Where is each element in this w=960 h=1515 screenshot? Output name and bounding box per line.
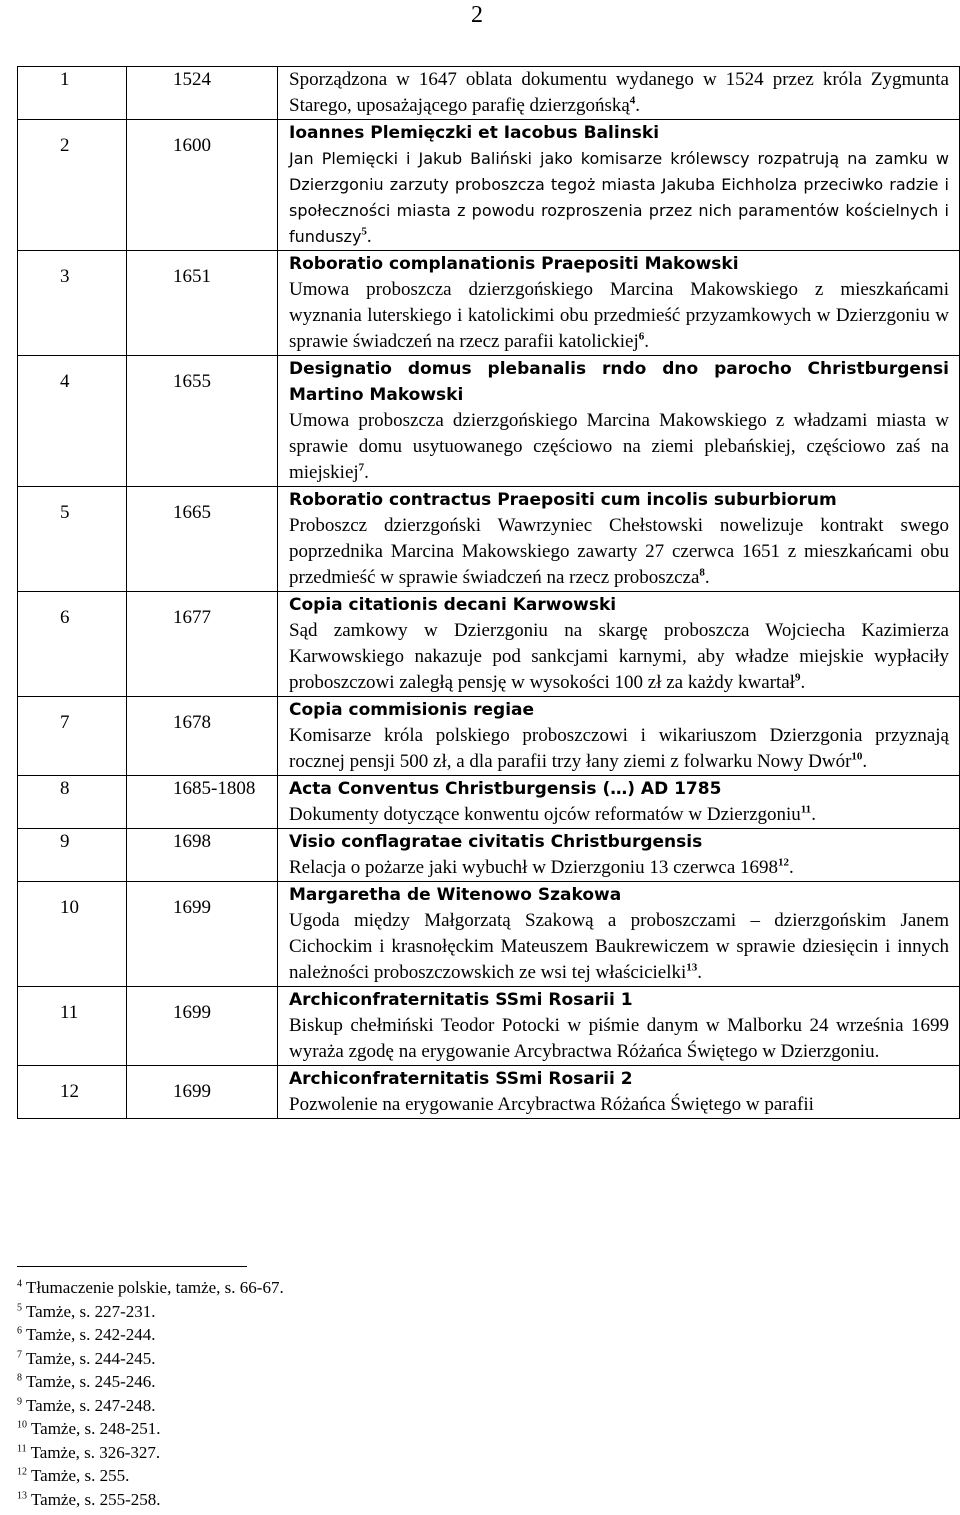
row-text: Relacja o pożarze jaki wybuchł w Dzierzgoniu 13 czerwca 1698	[289, 857, 779, 878]
footnote-text: Tłumaczenie polskie, tamże, s. 66-67.	[25, 1278, 284, 1297]
row-year: 1600	[127, 120, 278, 251]
row-text: Proboszcz dzierzgoński Wawrzyniec Chełstowski nowelizuje kontrakt swego poprzednika Marcina Makowskiego zawarty 27 czerwca 1651 z mieszkańcami obu przedmieść w sprawie świadczeń na rzecz proboszcza	[289, 515, 949, 588]
footnote-text: Tamże, s. 227-231.	[25, 1301, 156, 1321]
row-text-end: .	[789, 857, 794, 878]
row-text-end: .	[364, 462, 369, 483]
row-number: 3	[18, 251, 127, 356]
row-title: Acta Conventus Christburgensis (…) AD 1785	[289, 779, 722, 799]
footnote-text: Tamże, s. 326-327.	[30, 1442, 161, 1462]
row-text-end: .	[697, 962, 703, 983]
row-year: 1678	[127, 697, 278, 776]
row-title: Margaretha de Witenowo Szakowa	[289, 885, 622, 905]
row-number: 9	[18, 829, 127, 882]
footnote-number: 13	[17, 1489, 27, 1501]
footnote-ref: 13	[686, 961, 698, 974]
row-title: Archiconfraternitatis SSmi Rosarii 2	[289, 1069, 633, 1089]
footnote-ref: 4	[629, 94, 636, 107]
row-year: 1524	[127, 67, 278, 120]
row-number: 2	[18, 120, 127, 251]
row-number: 11	[18, 987, 127, 1066]
footnote	[17, 1276, 284, 1300]
footnote-text: Tamże, s. 255.	[30, 1466, 130, 1485]
row-description	[278, 776, 960, 829]
row-description	[278, 67, 960, 120]
row-title: Designatio domus plebanalis rndo dno parocho Christburgensi Martino Makowski	[289, 359, 949, 405]
row-description	[278, 356, 960, 487]
row-description	[278, 1066, 960, 1119]
footnote	[17, 1370, 284, 1394]
footnote	[17, 1488, 284, 1512]
row-year: 1655	[127, 356, 278, 487]
footnote-number: 6	[17, 1325, 22, 1337]
footnote-ref: 6	[638, 330, 645, 343]
footnote	[17, 1300, 284, 1324]
row-title: Copia citationis decani Karwowski	[289, 595, 617, 615]
page-number: 2	[471, 2, 483, 28]
footnote	[17, 1394, 284, 1418]
row-number: 10	[18, 882, 127, 987]
table-row	[18, 697, 960, 776]
row-year: 1699	[127, 1066, 278, 1119]
table-row	[18, 67, 960, 120]
footnote-text: Tamże, s. 255-258.	[30, 1489, 161, 1509]
table-row	[18, 1066, 960, 1119]
row-number: 6	[18, 592, 127, 697]
row-description	[278, 487, 960, 592]
footnote-ref: 7	[358, 461, 365, 474]
row-text: Pozwolenie na erygowanie Arcybractwa Różańca Świętego w parafii	[289, 1094, 814, 1115]
footnote-ref: 11	[800, 803, 812, 816]
table-row	[18, 356, 960, 487]
footnote-number: 7	[17, 1348, 22, 1360]
row-description	[278, 697, 960, 776]
row-text-end: .	[800, 672, 806, 693]
row-number: 12	[18, 1066, 127, 1119]
footnote-number: 11	[17, 1442, 27, 1454]
footnote-text: Tamże, s. 242-244.	[25, 1325, 156, 1344]
row-title: Copia commisionis regiae	[289, 700, 535, 720]
row-text: Umowa proboszcza dzierzgońskiego Marcina Makowskiego z władzami miasta w sprawie domu usytuowanego częściowo na ziemi plebańskiej, częściowo zaś na miejskiej	[289, 410, 949, 483]
footnote-text: Tamże, s. 244-245.	[25, 1348, 156, 1368]
footnote	[17, 1347, 284, 1371]
row-text-end: .	[862, 751, 868, 772]
row-description	[278, 251, 960, 356]
table-row	[18, 829, 960, 882]
footnote	[17, 1417, 284, 1441]
row-year: 1651	[127, 251, 278, 356]
table-row	[18, 120, 960, 251]
footnote-number: 9	[17, 1395, 22, 1407]
row-year: 1699	[127, 882, 278, 987]
footnote-text: Tamże, s. 245-246.	[25, 1372, 156, 1391]
row-text: Sąd zamkowy w Dzierzgoniu na skargę proboszcza Wojciecha Kazimierza Karwowskiego nakazuje pod sankcjami karnymi, aby władze miejskie wypłaciły proboszczowi zaległą pensję w wysokości 100 zł za każdy kwartał	[289, 620, 949, 693]
row-year: 1685-1808	[127, 776, 278, 829]
row-description	[278, 987, 960, 1066]
row-text: Jan Plemięcki i Jakub Baliński jako komisarze królewscy rozpatrują na zamku w Dzierzgoniu zarzuty proboszcza tegoż miasta Jakuba Eichholza przeciwko radzie i społeczności miasta z powodu rozproszenia przez nich paramentów kościelnych i funduszy	[289, 149, 949, 246]
footnote-number: 10	[17, 1419, 27, 1431]
row-year: 1698	[127, 829, 278, 882]
row-text: Sporządzona w 1647 oblata dokumentu wydanego w 1524 przez króla Zygmunta Starego, uposażającego parafię dzierzgońską	[289, 69, 949, 116]
footnotes	[17, 1276, 284, 1511]
row-number: 4	[18, 356, 127, 487]
row-text-end: .	[704, 567, 710, 588]
row-number: 7	[18, 697, 127, 776]
row-text: Biskup chełmiński Teodor Potocki w piśmie danym w Malborku 24 września 1699 wyraża zgodę na erygowanie Arcybractwa Różańca Świętego w Dzierzgoniu.	[289, 1015, 949, 1062]
table-row	[18, 987, 960, 1066]
table-row	[18, 487, 960, 592]
row-text: Ugoda między Małgorzatą Szakową a proboszczami – dzierzgońskim Janem Cichockim i krasnołęckim Mateuszem Baukrewiczem w sprawie dziesięcin i innych należności proboszczowskich ze wsi tej właścicielki	[289, 910, 949, 983]
footnote-ref: 9	[794, 671, 801, 684]
row-text-end: .	[644, 331, 649, 352]
document-registry-table	[17, 66, 960, 1119]
row-text: Komisarze króla polskiego proboszczowi i wikariuszom Dzierzgonia przyznają rocznej pensji 500 zł, a dla parafii trzy łany ziemi z folwarku Nowy Dwór	[289, 725, 949, 772]
row-title: Roboratio complanationis Praepositi Makowski	[289, 254, 739, 274]
row-text: Dokumenty dotyczące konwentu ojców reformatów w Dzierzgoniu	[289, 804, 801, 825]
footnote	[17, 1323, 284, 1347]
footnote-number: 12	[17, 1466, 27, 1478]
row-description	[278, 882, 960, 987]
footnote-ref: 10	[851, 750, 863, 763]
row-title: Ioannes Plemięczki et Iacobus Balinski	[289, 123, 660, 143]
footnote	[17, 1441, 284, 1465]
row-year: 1665	[127, 487, 278, 592]
footnote-text: Tamże, s. 247-248.	[25, 1395, 156, 1415]
footnote-text: Tamże, s. 248-251.	[30, 1419, 161, 1438]
table-row	[18, 882, 960, 987]
row-text-end: .	[366, 226, 372, 247]
row-number: 8	[18, 776, 127, 829]
row-number: 5	[18, 487, 127, 592]
footnote-separator	[17, 1266, 247, 1267]
footnote-number: 4	[17, 1278, 22, 1290]
table-row	[18, 776, 960, 829]
row-description	[278, 592, 960, 697]
footnote-number: 5	[17, 1301, 22, 1313]
row-text-end: .	[635, 95, 641, 116]
row-year: 1677	[127, 592, 278, 697]
row-title: Archiconfraternitatis SSmi Rosarii 1	[289, 990, 633, 1010]
footnote-number: 8	[17, 1372, 22, 1384]
row-year: 1699	[127, 987, 278, 1066]
footnote	[17, 1464, 284, 1488]
row-text-end: .	[811, 804, 816, 825]
footnote-ref: 5	[361, 225, 367, 238]
row-title: Roboratio contractus Praepositi cum incolis suburbiorum	[289, 490, 837, 510]
table-row	[18, 251, 960, 356]
table-row	[18, 592, 960, 697]
row-text: Umowa proboszcza dzierzgońskiego Marcina Makowskiego z mieszkańcami wyznania luterskiego i katolickimi obu przedmieść przyzamkowych w Dzierzgoniu w sprawie świadczeń na rzecz parafii katolickiej	[289, 279, 949, 352]
row-description	[278, 829, 960, 882]
row-number: 1	[18, 67, 127, 120]
row-title: Visio conflagratae civitatis Christburgensis	[289, 832, 703, 852]
row-description	[278, 120, 960, 251]
footnote-ref: 8	[699, 566, 705, 579]
footnote-ref: 12	[778, 856, 790, 869]
